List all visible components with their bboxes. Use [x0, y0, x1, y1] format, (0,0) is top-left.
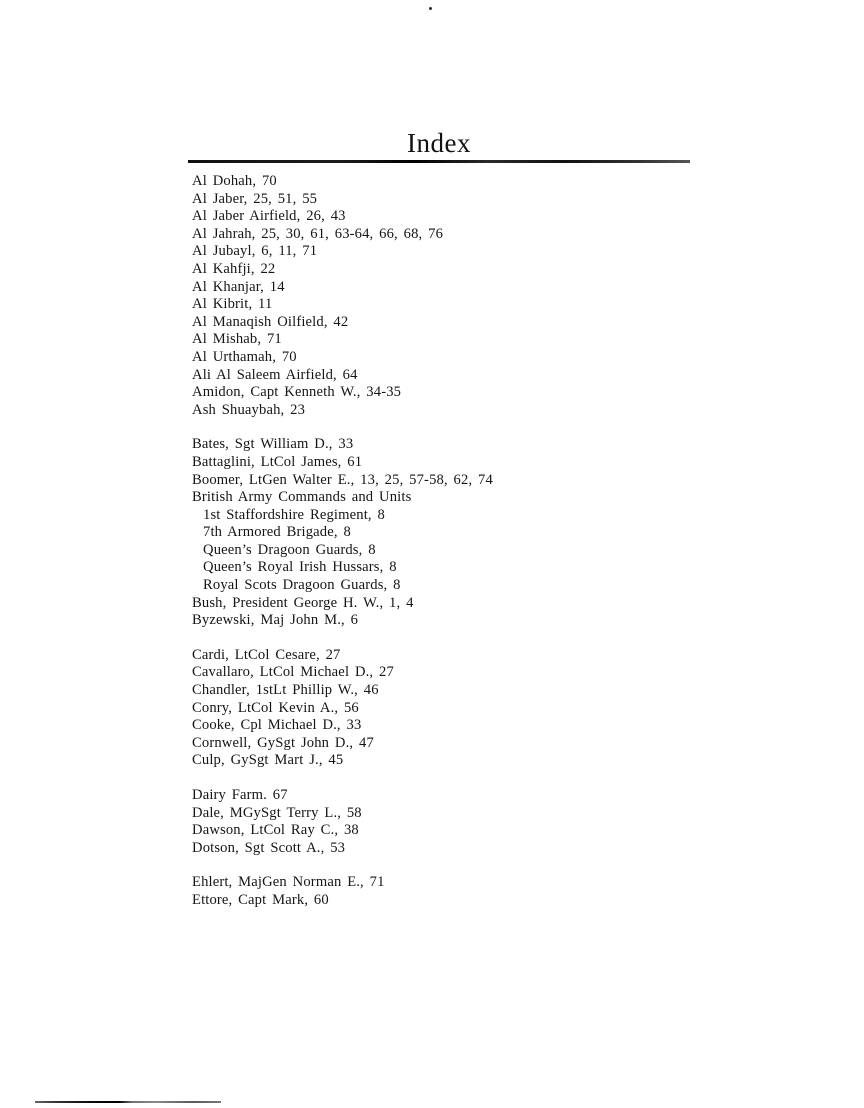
index-entry: Al Jahrah, 25, 30, 61, 63-64, 66, 68, 76 — [192, 225, 444, 242]
index-group — [192, 874, 690, 909]
index-entry: Al Mishab, 71 — [192, 331, 282, 348]
index-entry: Al Jaber, 25, 51, 55 — [192, 190, 318, 207]
index-entry: Dotson, Sgt Scott A., 53 — [192, 839, 346, 856]
index-entry: Bates, Sgt William D., 33 — [192, 436, 354, 453]
index-entry: Cavallaro, LtCol Michael D., 27 — [192, 664, 394, 681]
index-entry: Al Manaqish Oilfield, 42 — [192, 313, 349, 330]
index-entry: Al Dohah, 70 — [192, 173, 277, 189]
index-entry: Queen’s Dragoon Guards, 8 — [203, 541, 376, 558]
index-entry: Amidon, Capt Kenneth W., 34-35 — [192, 384, 402, 401]
index-entry: British Army Commands and Units — [192, 489, 412, 506]
index-entry: Al Jubayl, 6, 11, 71 — [192, 243, 318, 260]
index-entry: Queen’s Royal Irish Hussars, 8 — [203, 559, 397, 576]
scan-edge-artifact-line — [35, 1101, 221, 1103]
page-title: Index — [407, 128, 471, 158]
index-group — [192, 647, 690, 770]
index-entry: Al Urthamah, 70 — [192, 348, 297, 365]
index-content — [188, 129, 690, 910]
index-entry: Dale, MGySgt Terry L., 58 — [192, 804, 362, 821]
index-entry: Ehlert, MajGen Norman E., 71 — [192, 874, 385, 891]
index-entry: Dawson, LtCol Ray C., 38 — [192, 822, 359, 839]
index-entry: Culp, GySgt Mart J., 45 — [192, 752, 344, 769]
index-entry: Bush, President George H. W., 1, 4 — [192, 594, 414, 611]
index-entries — [188, 173, 690, 910]
index-group — [192, 436, 690, 630]
index-entry: Al Kibrit, 11 — [192, 296, 273, 313]
index-entry: 1st Staffordshire Regiment, 8 — [203, 506, 385, 523]
index-entry: Boomer, LtGen Walter E., 13, 25, 57-58, 62, 74 — [192, 471, 493, 488]
index-entry: Battaglini, LtCol James, 61 — [192, 453, 363, 470]
index-entry: Conry, LtCol Kevin A., 56 — [192, 699, 359, 716]
index-entry: Dairy Farm. 67 — [192, 787, 288, 803]
index-entry: Ettore, Capt Mark, 60 — [192, 891, 329, 908]
index-entry: Cornwell, GySgt John D., 47 — [192, 734, 374, 751]
index-entry: Al Kahfji, 22 — [192, 260, 276, 277]
scan-speck-artifact — [429, 7, 432, 10]
index-entry: Chandler, 1stLt Phillip W., 46 — [192, 682, 379, 699]
index-entry: Al Khanjar, 14 — [192, 278, 285, 295]
index-group — [192, 173, 690, 419]
index-entry: Cardi, LtCol Cesare, 27 — [192, 646, 341, 663]
index-entry: Ali Al Saleem Airfield, 64 — [192, 366, 358, 383]
index-entry: 7th Armored Brigade, 8 — [203, 524, 351, 541]
index-entry: Cooke, Cpl Michael D., 33 — [192, 717, 362, 734]
index-entry: Al Jaber Airfield, 26, 43 — [192, 208, 346, 225]
index-entry: Byzewski, Maj John M., 6 — [192, 612, 359, 629]
index-entry: Royal Scots Dragoon Guards, 8 — [203, 577, 401, 594]
index-group — [192, 787, 690, 857]
title-rule — [188, 160, 690, 163]
index-entry: Ash Shuaybah, 23 — [192, 401, 306, 418]
